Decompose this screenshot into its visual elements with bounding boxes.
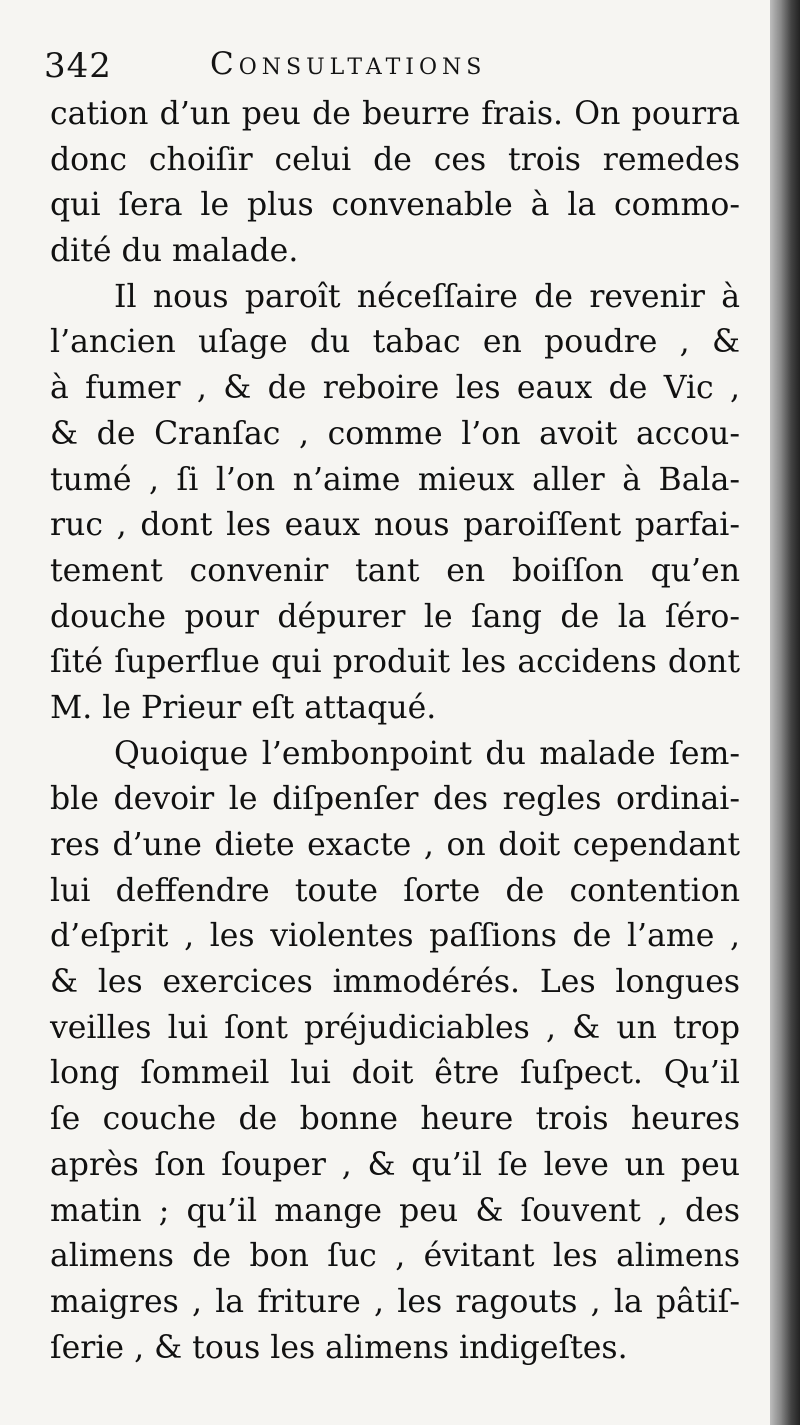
text-line: cation d’un peu de beurre frais. On pourra <box>50 96 740 132</box>
text-line: qui ſera le plus convenable à la commo- <box>50 187 740 224</box>
text-line: ſerie , & tous les alimens indigeſtes. <box>50 1329 628 1366</box>
paragraph-1 <box>50 92 740 275</box>
text-line: Quoique l’embonpoint du malade ſem- <box>114 735 740 772</box>
paragraph-3 <box>50 732 740 1372</box>
page-gutter-shadow <box>770 0 800 1425</box>
body-text <box>50 92 740 1371</box>
text-line: long ſommeil lui doit être ſuſpect. Qu’il <box>50 1055 740 1092</box>
text-line: Il nous paroît néceſſaire de revenir à <box>114 278 740 315</box>
text-line: ble devoir le diſpenſer des regles ordinai- <box>50 781 740 818</box>
paragraph-2 <box>50 275 740 732</box>
text-line: douche pour dépurer le ſang de la ſéro- <box>50 598 740 635</box>
text-line: M. le Prieur eſt attaqué. <box>50 689 437 726</box>
text-line: l’ancien uſage du tabac en poudre , & <box>50 324 740 361</box>
text-line: & de Cranſac , comme l’on avoit accou- <box>50 415 740 452</box>
running-title: Consultations <box>210 46 487 82</box>
text-line: maigres , la friture , les ragouts , la pâtiſ- <box>50 1283 740 1320</box>
text-line: donc choiſir celui de ces trois remedes <box>50 141 740 178</box>
text-line: res d’une diete exacte , on doit cependant <box>50 827 740 863</box>
text-line: matin ; qu’il mange peu & ſouvent , des <box>50 1192 740 1229</box>
text-line: alimens de bon ſuc , évitant les alimens <box>50 1238 740 1275</box>
page-header <box>44 40 744 100</box>
text-line: lui deffendre toute ſorte de contention <box>50 872 740 909</box>
text-line: dité du malade. <box>50 233 299 270</box>
text-line: ſe couche de bonne heure trois heures <box>50 1101 740 1138</box>
text-line: veilles lui ſont préjudiciables , & un trop <box>50 1009 740 1046</box>
text-line: après ſon ſouper , & qu’il ſe leve un peu <box>50 1146 740 1183</box>
text-line: tumé , ſi l’on n’aime mieux aller à Bala- <box>50 461 740 498</box>
text-line: ſité ſuperflue qui produit les accidens dont <box>50 644 740 681</box>
page-number: 342 <box>44 46 112 86</box>
text-line: ruc , dont les eaux nous paroiſſent parfai- <box>50 507 740 544</box>
text-line: tement convenir tant en boiſſon qu’en <box>50 552 740 589</box>
text-line: d’eſprit , les violentes paſſions de l’ame , <box>50 918 740 955</box>
text-line: & les exercices immodérés. Les longues <box>50 964 740 1001</box>
text-line: à fumer , & de reboire les eaux de Vic , <box>50 370 740 407</box>
